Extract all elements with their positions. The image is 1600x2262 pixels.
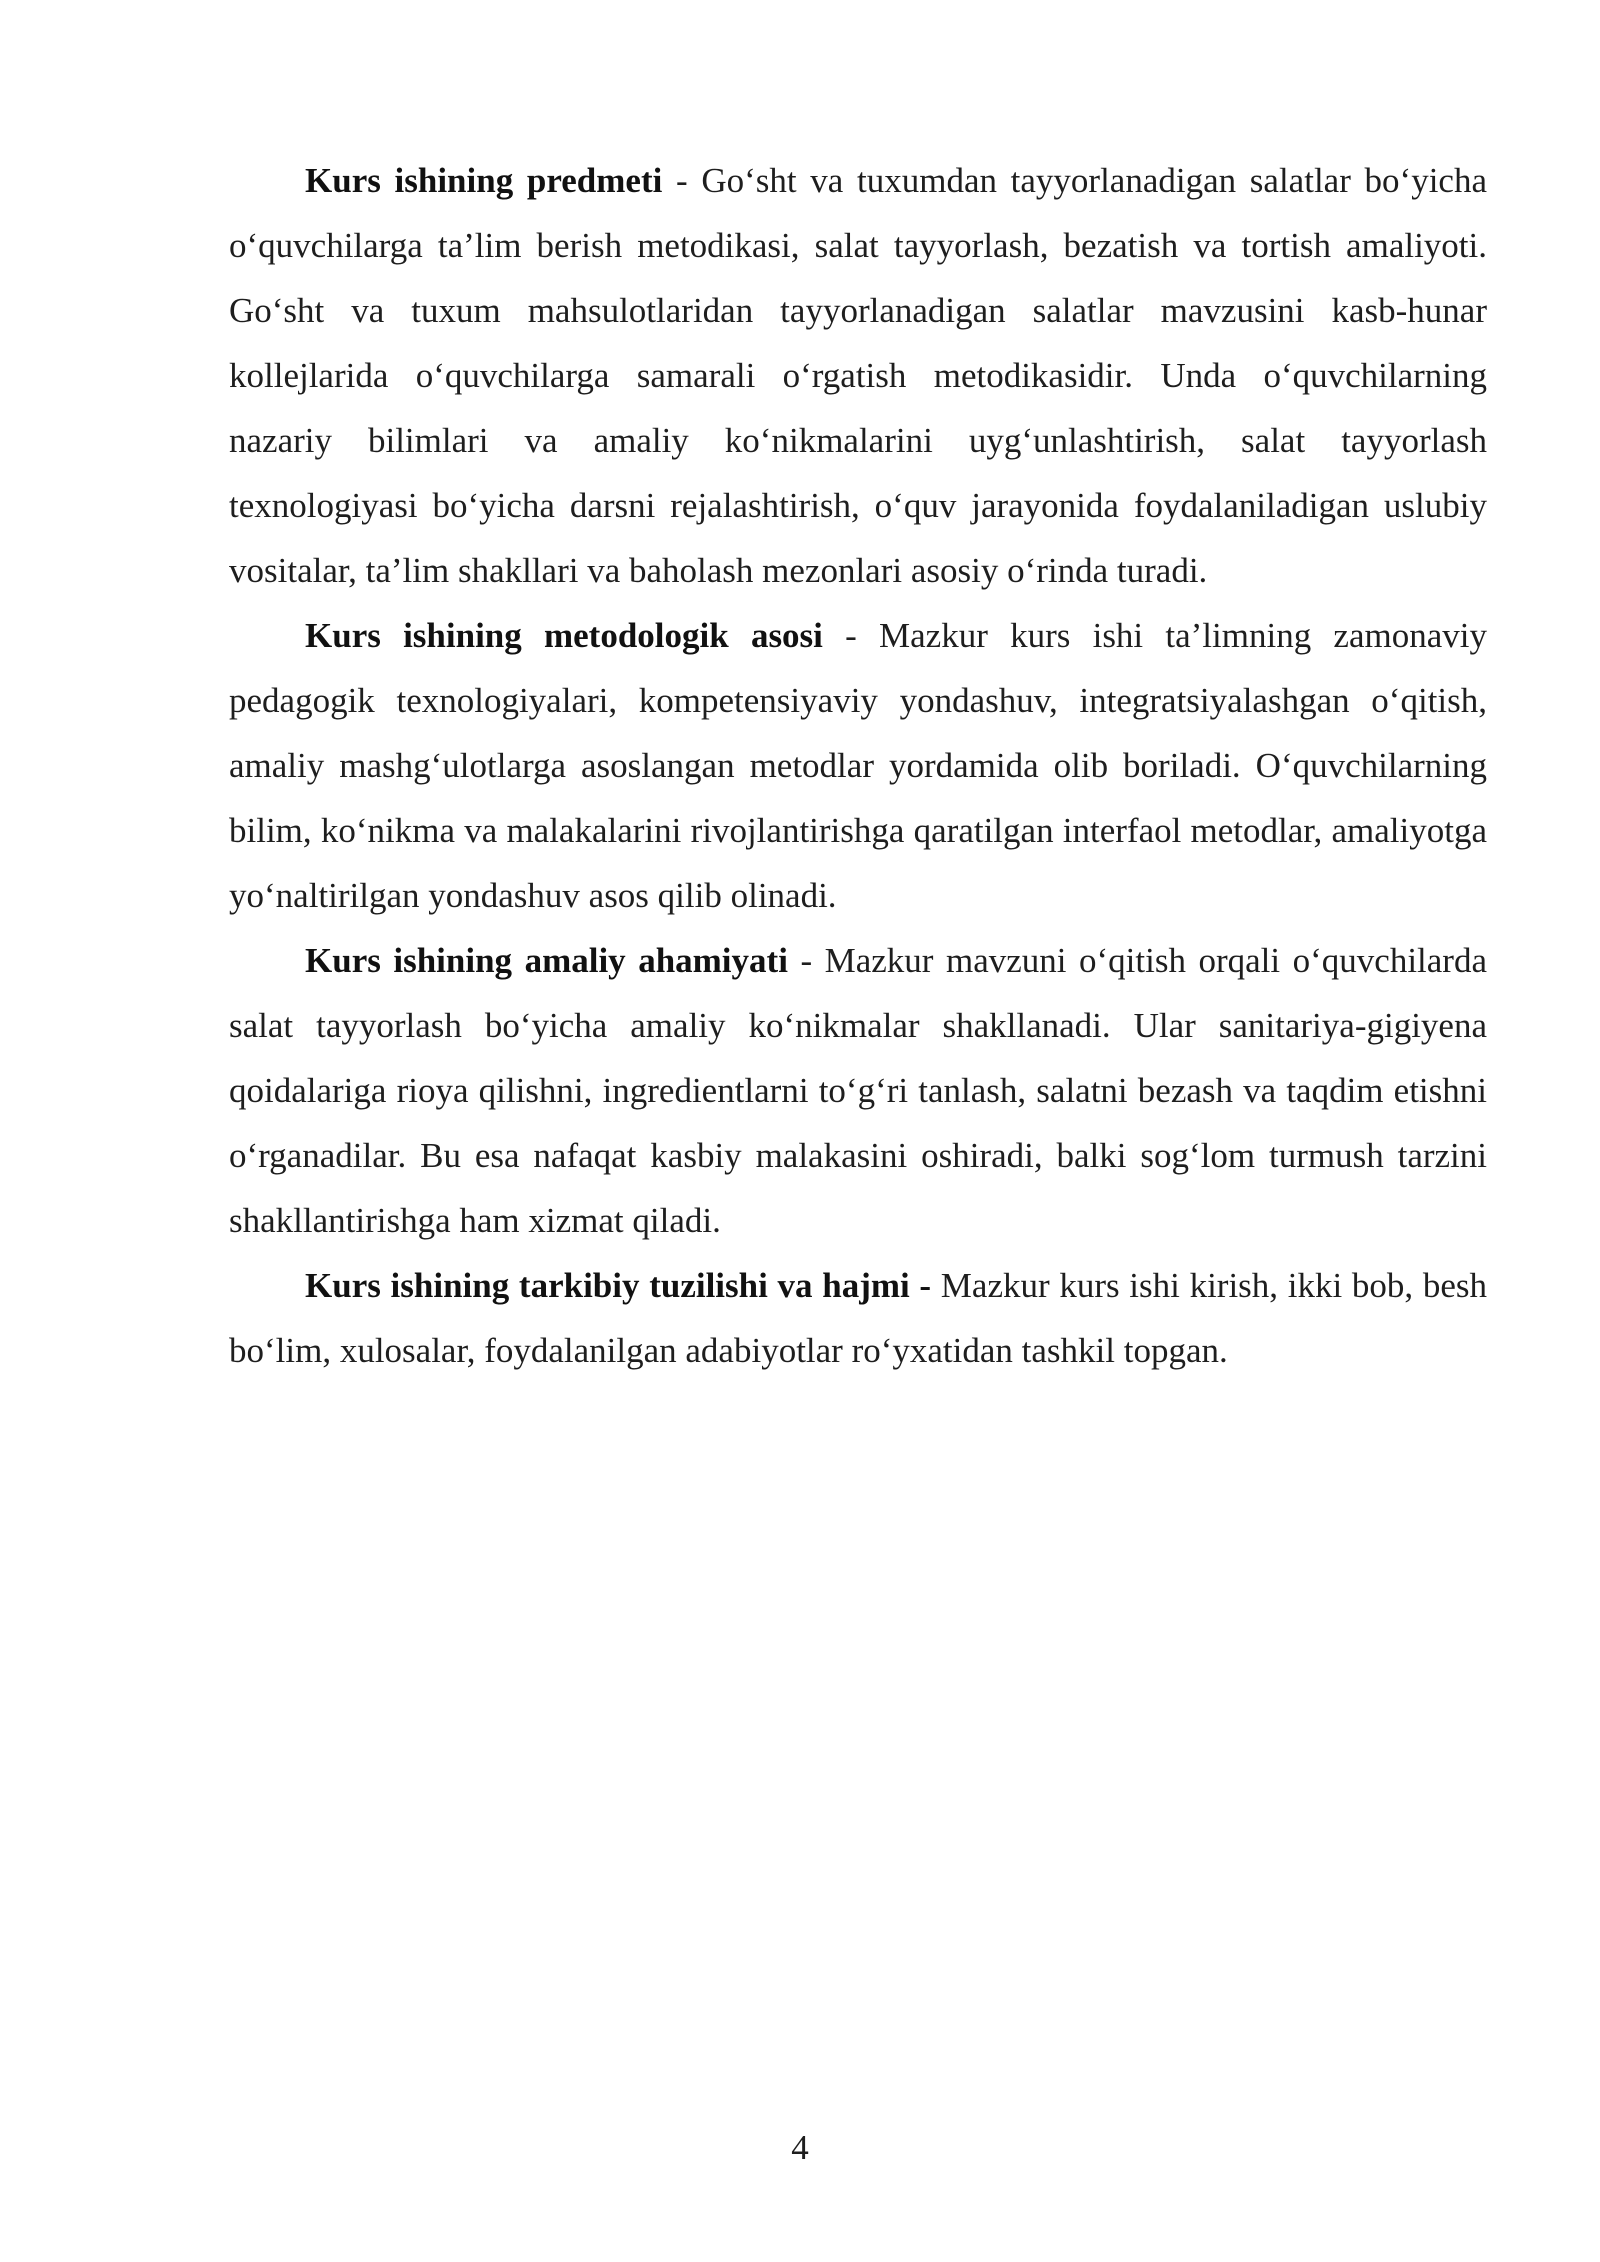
paragraph-practical-importance: [229, 928, 1487, 1253]
paragraph-heading: Kurs ishining predmeti: [305, 161, 663, 200]
paragraph-methodology: [229, 603, 1487, 928]
page-number: 4: [791, 2128, 809, 2167]
paragraph-body: - Mazkur mavzuni o‘qitish orqali o‘quvchilarda salat tayyorlash bo‘yicha amaliy ko‘nikmalar shakllanadi. Ular sanitariya-gigiyena qoidalariga rioya qilishni, ingredientlarni to‘g‘ri tanlash, salatni bezash va taqdim etishni o‘rganadilar. Bu esa nafaqat kasbiy malakasini oshiradi, balki sog‘lom turmush tarzini shakllantirishga ham xizmat qiladi.: [229, 941, 1487, 1240]
paragraph-body: - Mazkur kurs ishi ta’limning zamonaviy pedagogik texnologiyalari, kompetensiyaviy yondashuv, integratsiyalashgan o‘qitish, amaliy mashg‘ulotlarga asoslangan metodlar yordamida olib boriladi. O‘quvchilarning bilim, ko‘nikma va malakalarini rivojlantirishga qaratilgan interfaol metodlar, amaliyotga yo‘naltirilgan yondashuv asos qilib olinadi.: [229, 616, 1487, 915]
body-text: [229, 148, 1487, 1383]
paragraph-structure: [229, 1253, 1487, 1383]
paragraph-body: - Go‘sht va tuxumdan tayyorlanadigan salatlar bo‘yicha o‘quvchilarga ta’lim berish metodikasi, salat tayyorlash, bezatish va tortish amaliyoti. Go‘sht va tuxum mahsulotlaridan tayyorlanadigan salatlar mavzusini kasb-hunar kollejlarida o‘quvchilarga samarali o‘rgatish metodikasidir. Unda o‘quvchilarning nazariy bilimlari va amaliy ko‘nikmalarini uyg‘unlashtirish, salat tayyorlash texnologiyasi bo‘yicha darsni rejalashtirish, o‘quv jarayonida foydalaniladigan uslubiy vositalar, ta’lim shakllari va baholash mezonlari asosiy o‘rinda turadi.: [229, 161, 1487, 590]
paragraph-heading: Kurs ishining amaliy ahamiyati: [305, 941, 788, 980]
paragraph-heading: Kurs ishining metodologik asosi: [305, 616, 823, 655]
paragraph-heading: Kurs ishining tarkibiy tuzilishi va hajmi -: [305, 1266, 932, 1305]
paragraph-body: Mazkur kurs ishi kirish, ikki bob, besh bo‘lim, xulosalar, foydalanilgan adabiyotlar ro‘yxatidan tashkil topgan.: [229, 1266, 1487, 1370]
paragraph-subject: [229, 148, 1487, 603]
